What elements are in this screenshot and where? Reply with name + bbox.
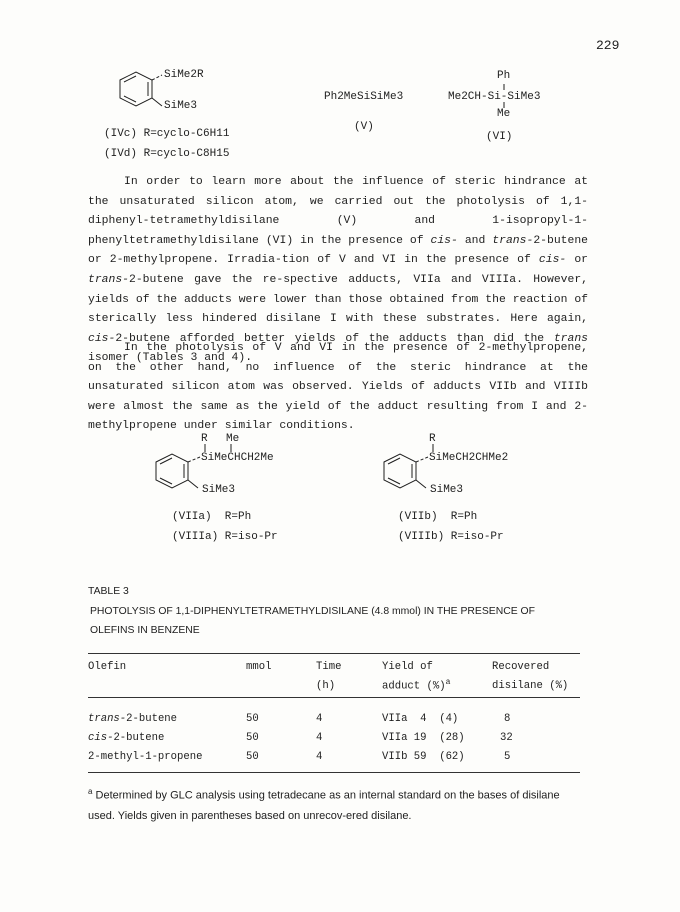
cell-olefin — [88, 709, 246, 728]
olefin-name: 2-butene — [126, 712, 178, 725]
olefin-prefix: cis- — [88, 731, 114, 744]
structure-viib-diagram — [376, 438, 516, 508]
cell-mmol: 50 — [246, 750, 259, 763]
cell-time: 4 — [316, 731, 323, 744]
cell-recovered: 32 — [500, 731, 513, 744]
header-time-unit: (h) — [316, 679, 336, 692]
paragraph-1-text: and — [457, 234, 493, 247]
cell-mmol: 50 — [246, 731, 259, 744]
header-yield-unit — [382, 676, 492, 695]
structure-viiia-label: (VIIIa) R=iso-Pr — [172, 531, 278, 543]
page-number: 229 — [596, 38, 620, 53]
header-olefin: Olefin — [88, 660, 127, 673]
structure-viia-bottom: SiMe3 — [202, 484, 236, 496]
italic-trans: trans- — [88, 273, 130, 286]
header-yield: Yield of — [382, 660, 433, 673]
olefin-name: 2-methyl-1-propene — [88, 750, 203, 763]
structure-ivd-label: (IVd) R=cyclo-C8H15 — [104, 148, 230, 160]
italic-cis: cis- — [430, 234, 458, 247]
olefin-prefix: trans- — [88, 712, 127, 725]
footnote-text: Determined by GLC analysis using tetradecane as an internal standard on the bases of disilane used. Yields given in parentheses based on unrecov-ered disilane. — [88, 789, 560, 822]
italic-trans: trans- — [492, 234, 534, 247]
table-row — [88, 747, 580, 766]
italic-cis: cis- — [538, 254, 567, 267]
table-bottom-rule — [88, 772, 580, 773]
structure-vi-bottom: Me — [497, 108, 511, 120]
paragraph-1-text: 2-butene afforded better yields of the adducts than did the — [115, 332, 554, 345]
cell-yield: VIIa 4 (4) — [382, 712, 459, 725]
results-table — [88, 657, 580, 766]
header-yield-unit-text: adduct (%) — [382, 680, 446, 693]
header-yield-footnote-marker: a — [445, 678, 451, 688]
structure-iv-top-substituent: SiMe2R — [164, 69, 204, 81]
table-top-rule — [88, 653, 580, 654]
structure-viia-r: R — [201, 433, 208, 445]
table-header-row — [88, 657, 580, 676]
paragraph-1-text: 2-butene gave the re-spective adducts, VIIa and VIIIa. However, yields of the adducts were lower than those obtained from the reaction of sterically less hindered disilane I with these substrates. Here again, — [88, 273, 588, 326]
structure-viib-bottom: SiMe3 — [430, 484, 464, 496]
table-footnote — [88, 782, 580, 826]
structure-viia-me: Me — [226, 433, 240, 445]
structure-viia-label: (VIIa) R=Ph — [172, 511, 252, 523]
paragraph-1-text: isomer (Tables 3 and 4). — [88, 352, 253, 365]
table-row — [88, 709, 580, 728]
structure-viib-label: (VIIb) R=Ph — [398, 511, 478, 523]
footnote-marker: a — [88, 787, 93, 796]
cell-olefin — [88, 747, 246, 766]
structure-viib-r: R — [429, 433, 436, 445]
cell-time: 4 — [316, 712, 323, 725]
table-row — [88, 728, 580, 747]
cell-recovered: 8 — [504, 712, 511, 725]
header-time: Time — [316, 660, 342, 673]
header-recovered-unit: disilane (%) — [492, 679, 569, 692]
paragraph-1-text: 2-butene or 2-methylpropene. Irradia-tion of V and VI in the presence of — [88, 234, 588, 267]
italic-trans: trans — [553, 332, 588, 345]
olefin-name: 2-butene — [113, 731, 165, 744]
cell-time: 4 — [316, 750, 323, 763]
cell-yield: VIIb 59 (62) — [382, 750, 465, 763]
structure-v-label: (V) — [354, 121, 374, 133]
header-recovered: Recovered — [492, 660, 550, 673]
cell-mmol: 50 — [246, 712, 259, 725]
italic-cis: cis- — [88, 332, 116, 345]
paragraph-1-text: In order to learn more about the influence of steric hindrance at the unsaturated silicon atom, we carried out the photolysis of 1,1-diphenyl-tetramethyldisilane (V) and 1-isopropyl-1-phenyltetramethyldisilane (VI) in the presence of — [88, 176, 588, 247]
cell-yield: VIIa 19 (28) — [382, 731, 465, 744]
header-mmol: mmol — [246, 660, 272, 673]
table-header-row-2 — [88, 676, 580, 695]
table-label: TABLE 3 — [88, 586, 129, 597]
structure-viiib-label: (VIIIb) R=iso-Pr — [398, 531, 504, 543]
structure-vi-main: Me2CH-Si-SiMe3 — [448, 91, 541, 103]
structure-viib-chain: SiMeCH2CHMe2 — [429, 452, 509, 464]
cell-recovered: 5 — [504, 750, 511, 763]
structure-vi-top: Ph — [497, 70, 511, 82]
paragraph-1-text: or — [566, 254, 588, 267]
structure-vi-label: (VI) — [486, 131, 513, 143]
cell-olefin — [88, 728, 246, 747]
structure-viia-diagram — [148, 438, 288, 508]
table-title: PHOTOLYSIS OF 1,1-DIPHENYLTETRAMETHYLDISILANE (4.8 mmol) IN THE PRESENCE OF OLEFINS IN BENZENE — [90, 606, 535, 636]
structure-iv-bottom-substituent: SiMe3 — [164, 100, 198, 112]
structure-v-formula: Ph2MeSiSiMe3 — [324, 91, 404, 103]
structure-viia-chain: SiMeCHCH2Me — [201, 452, 274, 464]
paragraph-2 — [88, 339, 588, 437]
structure-ivc-label: (IVc) R=cyclo-C6H11 — [104, 128, 230, 140]
paragraph-2-text: In the photolysis of V and VI in the presence of 2-methylpropene, on the other hand, no influence of the steric hindrance at the unsaturated silicon atom was observed. Yields of adducts VIIb and VIIIb were almost the same as the yield of the adduct resulting from I and 2-methylpropene under similar conditions. — [88, 342, 588, 433]
